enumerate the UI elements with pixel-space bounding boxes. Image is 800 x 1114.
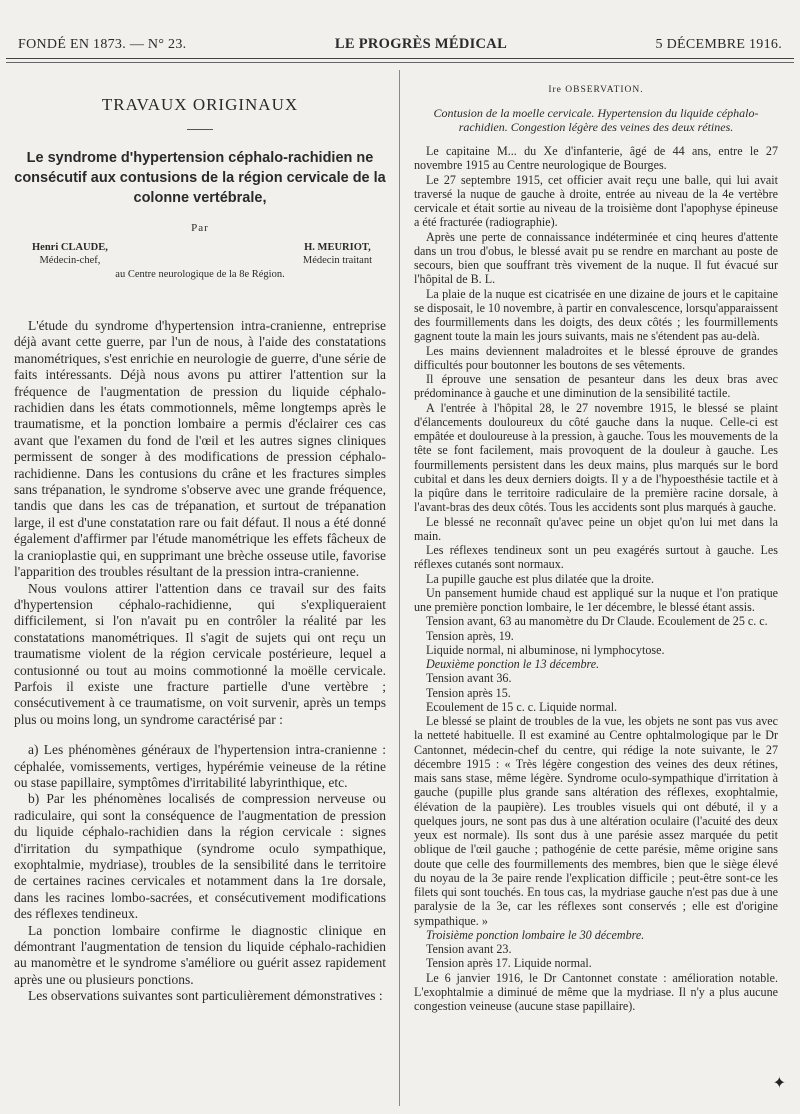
byline-par: Par [191,222,209,234]
authors [14,242,386,266]
affiliation: au Centre neurologique de la 8e Région. [115,269,285,280]
paragraph: Les observations suivantes sont particulièrement démonstratives : [28,988,383,1004]
header-date: 5 DÉCEMBRE 1916. [655,37,782,52]
paragraph: Nous voulons attirer l'attention dans ce travail sur des faits d'hypertension céphalo-rachidienne, qui s'expliqueraient difficilement, si l'on n'avait pu en contrôler la réalité par les constatations manométriques. Il s'agit de sujets qui ont reçu un traumatisme violent de la région cervicale postérieure, lequel a contusionné ou tout au moins commotionné la moëlle cervicale. Parfois il existe une fracture partielle d'une vertèbre ; consécutivement à ce traumatisme, on voit survenir, après un temps plus ou moins long, un syndrome caractérisé par : [14,580,386,727]
paragraph: Liquide normal, ni albuminose, ni lymphocytose. [426,642,665,657]
paragraph: Tension après, 19. [426,628,514,643]
paragraph: Deuxième ponction le 13 décembre. [426,657,600,671]
left-column [14,75,386,1005]
journal-title: LE PROGRÈS MÉDICAL [334,36,508,52]
observation-subtitle: Contusion de la moelle cervicale. Hypertension du liquide céphalo-rachidien. Congestion légère des veines des deux rétines. [433,106,759,134]
author-role: Médecin-chef, [39,255,101,266]
article-body [14,318,386,1005]
observation-body [414,144,778,1013]
paragraph: Tension avant 36. [426,671,512,686]
paragraph: Le 27 septembre 1915, cet officier avait reçu une balle, qui lui avait traversé la nuque de gauche à droite, entrée au niveau de la 4e vertèbre cervicale et était sortie au niveau de la troisième dont l'apophyse épineuse a été fracturée (radiographie). [414,172,778,230]
author-1 [32,242,108,266]
paragraph: A l'entrée à l'hôpital 28, le 27 novembre 1915, le blessé se plaint d'élancements douloureux du côté gauche dans la nuque. Celle-ci est empâtée et douloureuse à la pression, à gauche. Tous les mouvements de la tête se font facilement, mais provoquent de la douleur à gauche. Les fourmillements persistent dans les deux mains, plus marqués sur le bord cubital et dans les deux derniers doigts. Il y a de l'hypoesthésie tactile et à la piqûre dans le territoire radiculaire de la première racine dorsale, à l'avant-bras des deux côtés. Tous les accidents sont plus marqués à gauche. [414,400,778,515]
author-role: Médecin traitant [302,255,372,266]
author-name: H. MEURIOT, [304,242,371,253]
header-rule [6,58,794,63]
paragraph: Les réflexes tendineux sont un peu exagérés surtout à gauche. Les réflexes cutanés sont normaux. [414,543,778,572]
paragraph: La pupille gauche est plus dilatée que la droite. [426,571,655,586]
paragraph: Tension après 15. [426,685,511,700]
paragraph: Après une perte de connaissance indéterminée et cinq heures d'attente dans un trou d'obus, le blessé avait pu se rendre en marchant au poste de secours, bien que souffrant très vivement de la nuque. Il fut évacué sur l'hôpital de B. L. [414,229,778,287]
right-column [414,75,778,1013]
paragraph: Troisième ponction lombaire le 30 décembre. [426,927,645,942]
article-title: Le syndrome d'hypertension céphalo-rachidien ne consécutif aux contusions de la région cervicale de la colonne vertébrale, [14,150,386,206]
paragraph: Le capitaine M... du Xe d'infanterie, âgé de 44 ans, entre le 27 novembre 1915 au Centre neurologique de Bourges. [414,144,778,173]
paragraph: La ponction lombaire confirme le diagnostic clinique en démontrant l'augmentation de tension du liquide céphalo-rachidien au manomètre et le syndrome s'améliore ou guérit assez rapidement après une ou plusieurs ponctions. [14,922,386,987]
paragraph: L'étude du syndrome d'hypertension intra-cranienne, entreprise déjà avant cette guerre, par l'un de nous, à l'aide des constatations manométriques, s'est enrichie en neurologie de guerre, d'une série de faits intéressants. Déjà nous avons pu attirer l'attention sur la fréquence de l'augmentation de pression du liquide céphalo-rachidien dans les états commotionnels, même longtemps après le traumatisme, et la ponction lombaire a permis d'éclairer ces cas avant que l'examen du fond de l'œil et les autres signes cliniques permissent de songer à des modifications de pression céphalo-rachidienne. Dans les contusions du crâne et les fractures simples sans trépanation, le syndrome s'observe avec une grande fréquence, tandis que dans les cas de trépanation, et surtout de trépanation large, il est d'une constatation rare ou fait défaut. Il nous a été donné également d'affirmer par l'étude manométrique les effets fâcheux de la cranioplastie qui, en supprimant une brèche osseuse utile, favorise l'apparition des troubles résultant de la pression intra-cranienne. [14,318,386,580]
paragraph: Le blessé ne reconnaît qu'avec peine un objet qu'on lui met dans la main. [414,514,778,543]
paragraph: Un pansement humide chaud est appliqué sur la nuque et l'on pratique une première ponction lombaire, le 1er décembre, le blessé étant assis. [414,585,778,614]
end-ornament-icon: ✦ [772,1073,786,1092]
paragraph: b) Par les phénomènes localisés de compression nerveuse ou radiculaire, qui sont la conséquence de l'augmentation de pression du liquide céphalo-rachidien dans la région cervicale : signes d'irritation du sympathique (syndrome oculo sympathique, exophtalmie, mydriase), troubles de la sensibilité dans le territoire de certaines racines cervicales et notamment dans la 1re dorsale, dans les racines lombo-sacrées, et consécutivement modifications des réflexes tendineux. [14,791,386,922]
observation-heading: Ire OBSERVATION. [548,85,644,95]
header-founded: FONDÉ EN 1873. — N° 23. [18,37,187,52]
paragraph: La plaie de la nuque est cicatrisée en une dizaine de jours et le capitaine se disposait, le 10 novembre, à partir en convalescence, lorsqu'apparaissent des fourmillements dans les doigts, des deux côtés ; les fourmillements gagnent toute la main les jours suivants, mais ne s'étendent pas au-delà. [414,286,778,344]
title-rule [187,129,213,130]
paragraph: Tension avant, 63 au manomètre du Dr Claude. Ecoulement de 25 c. c. [426,614,768,629]
author-2 [303,242,372,266]
paragraph: Il éprouve une sensation de pesanteur dans les deux bras avec prédominance à gauche et une diminution de la sensibilité tactile. [414,372,778,401]
column-divider [399,70,400,1106]
paragraph: Le 6 janvier 1916, le Dr Cantonnet constate : amélioration notable. L'exophtalmie a diminué de même que la mydriase. Il n'y a plus aucune congestion veineuse (aucune stase papillaire). [414,970,778,1013]
paragraph: Ecoulement de 15 c. c. Liquide normal. [426,699,618,714]
page-header [18,36,782,53]
paragraph: Le blessé se plaint de troubles de la vue, les objets ne sont pas vus avec la netteté habituelle. Il est examiné au Centre ophtalmologique par le Dr Cantonnet, médecin-chef du centre, qui rédige la note suivante, le 27 décembre 1915 : « Très légère congestion des veines des deux rétines, mais sans stase, même légère. Syndrome oculo-sympathique d'irritation à gauche (pupille plus grande sans altération des réflexes, exophtalmie, élévation de la paupière). Les troubles visuels qui ont débuté, il y a quelques jours, ne sont pas dus à une altération oculaire (l'acuité des deux yeux est normale). Ils sont dus à une parésie assez marquée du petit oblique de l'œil gauche ; pathogénie de cette parésie, même origine sans doute que celle des fourmillements des membres, bien que le siège élevé du noyau de la 3e paire rende l'explication difficile ; peut-être sont-ce les filets qui sont touchés. En tous cas, la mydriase gauche n'est pas due à une paralysie de la 3e, car les réflexes sont conservés ; elle est d'origine sympathique. » [414,714,778,928]
paragraph: Tension après 17. Liquide normal. [426,956,592,971]
paragraph: Tension avant 23. [426,942,512,956]
author-name: Henri CLAUDE, [32,242,108,253]
section-title: TRAVAUX ORIGINAUX [101,95,299,114]
paragraph: a) Les phénomènes généraux de l'hypertension intra-cranienne : céphalée, vomissements, vertiges, hypérémie veineuse de la rétine ou stase papillaire, symptômes d'irritabilité labyrinthique, etc. [14,742,386,790]
paragraph: Les mains deviennent maladroites et le blessé éprouve de grandes difficultés pour boutonner les boutons de ses vêtements. [414,343,778,372]
